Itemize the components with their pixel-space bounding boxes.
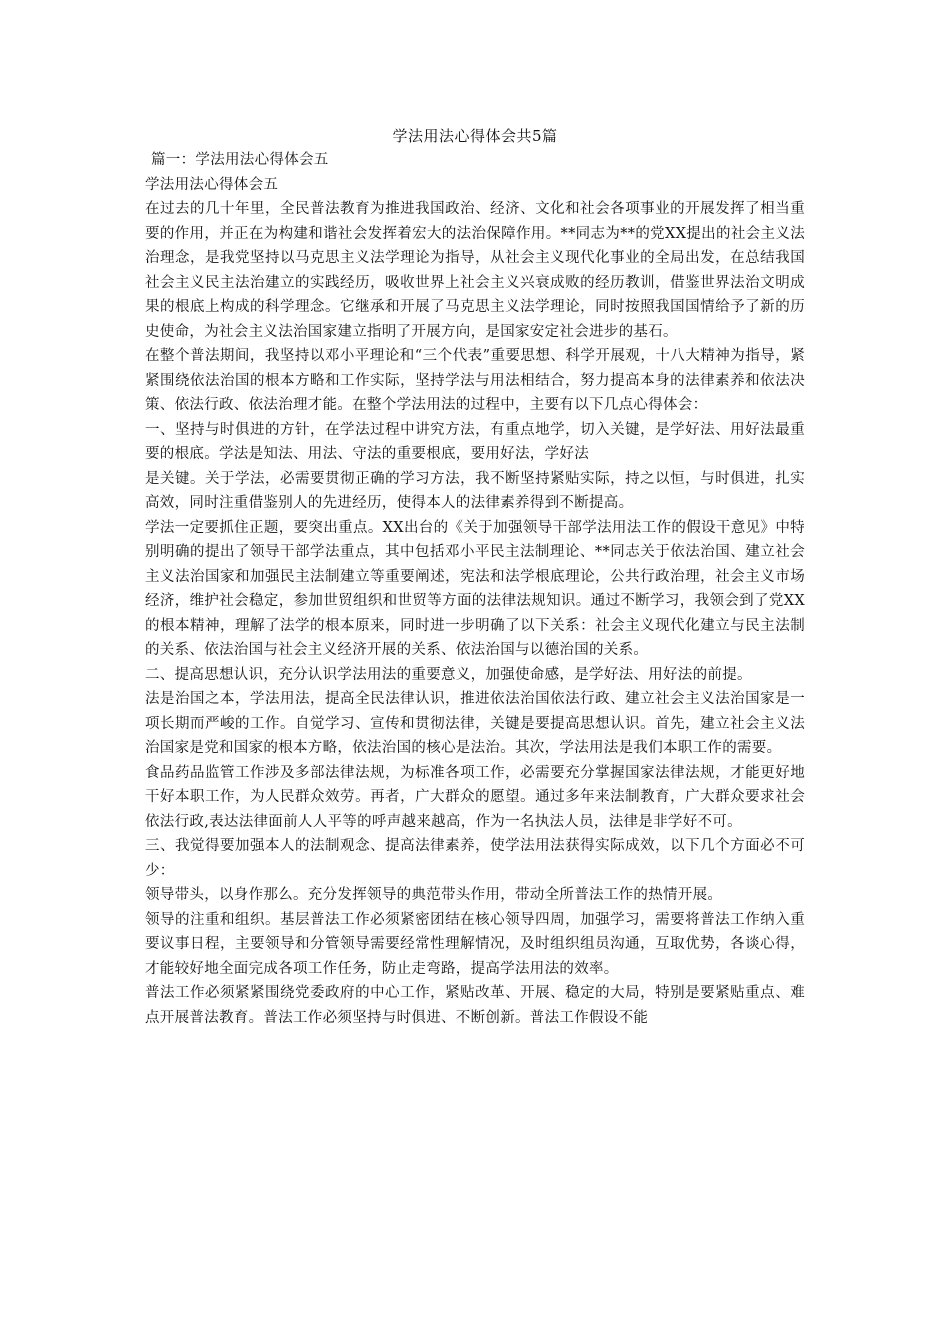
- subheading: 学法用法心得体会五: [145, 176, 279, 193]
- paragraph: 学法一定要抓住正题，要突出重点。XX出台的《关于加强领导干部学法用法工作的假设干意见》中特别明确的提出了领导干部学法重点，其中包括邓小平民主法制理论、**同志关于依法治国、建立社会主义法治国家和加强民主法制建立等重要阐述，宪法和法学根底理论，公共行政治理，社会主义市场经济，维护社会稳定，参加世贸组织和世贸等方面的法律法规知识。通过不断学习，我领会到了党XX的根本精神，理解了法学的根本原来，同时进一步明确了以下关系：社会主义现代化建立与民主法制的关系、依法治国与社会主义经济开展的关系、依法治国与以德治国的关系。: [145, 519, 805, 658]
- document-body: [145, 148, 805, 1030]
- paragraph: 普法工作必须紧紧围绕党委政府的中心工作，紧贴改革、开展、稳定的大局，特别是要紧贴重点、难点开展普法教育。普法工作必须坚持与时俱进、不断创新。普法工作假设不能: [145, 985, 805, 1026]
- paragraph: 领导带头，以身作那么。充分发挥领导的典范带头作用，带动全所普法工作的热情开展。: [145, 887, 723, 903]
- document-title: 学法用法心得体会共5篇: [392, 127, 558, 145]
- paragraph: 食品药品监管工作涉及多部法律法规，为标准各项工作，必需要充分掌握国家法律法规，才能更好地干好本职工作，为人民群众效劳。再者，广大群众的愿望。通过多年来法制教育，广大群众要求社会依法行政,表达法律面前人人平等的呼声越来越高，作为一名执法人员，法律是非学好不可。: [145, 764, 805, 830]
- paragraph: 三、我觉得要加强本人的法制观念、提高法律素养，使学法用法获得实际成效，以下几个方面必不可少：: [145, 838, 805, 879]
- paragraph: 一、坚持与时俱进的方针，在学法过程中讲究方法，有重点地学，切入关键，是学好法、用好法最重要的根底。学法是知法、用法、守法的重要根底，要用好法，学好法: [145, 421, 805, 462]
- paragraph: 法是治国之本，学法用法，提高全民法律认识，推进依法治国依法行政、建立社会主义法治国家是一项长期而严峻的工作。自觉学习、宣传和贯彻法律，关键是要提高思想认识。首先，建立社会主义法治国家是党和国家的根本方略，依法治国的核心是法治。其次，学法用法是我们本职工作的需要。: [145, 691, 805, 756]
- section-heading: 篇一：学法用法心得体会五: [151, 152, 329, 168]
- paragraph: 在过去的几十年里，全民普法教育为推进我国政治、经济、文化和社会各项事业的开展发挥了相当重要的作用，并正在为构建和谐社会发挥着宏大的法治保障作用。**同志为**的党XX提出的社会主义法治理念，是我党坚持以马克思主义法学理论为指导，从社会主义现代化事业的全局出发，在总结我国社会主义民主法治建立的实践经历，吸收世界上社会主义兴衰成败的经历教训，借鉴世界法治文明成果的根底上构成的科学理念。它继承和开展了马克思主义法学理论，同时按照我国国情给予了新的历史使命，为社会主义法治国家建立指明了开展方向，是国家安定社会进步的基石。: [145, 201, 805, 340]
- paragraph: 二、提高思想认识，充分认识学法用法的重要意义，加强使命感，是学好法、用好法的前提。: [145, 666, 752, 683]
- paragraph: 是关键。关于学法，必需要贯彻正确的学习方法，我不断坚持紧贴实际，持之以恒，与时俱进，扎实高效，同时注重借鉴别人的先进经历，使得本人的法律素养得到不断提高。: [145, 470, 805, 511]
- paragraph: 在整个普法期间，我坚持以邓小平理论和“三个代表”重要思想、科学开展观，十八大精神为指导，紧紧围绕依法治国的根本方略和工作实际，坚持学法与用法相结合，努力提高本身的法律素养和依法决策、依法行政、依法治理才能。在整个学法用法的过程中，主要有以下几点心得体会：: [145, 348, 805, 413]
- paragraph: 领导的注重和组织。基层普法工作必须紧密团结在核心领导四周，加强学习，需要将普法工作纳入重要议事日程，主要领导和分管领导需要经常性理解情况，及时组织组员沟通，互取优势，各谈心得，才能较好地全面完成各项工作任务，防止走弯路，提高学法用法的效率。: [145, 911, 805, 977]
